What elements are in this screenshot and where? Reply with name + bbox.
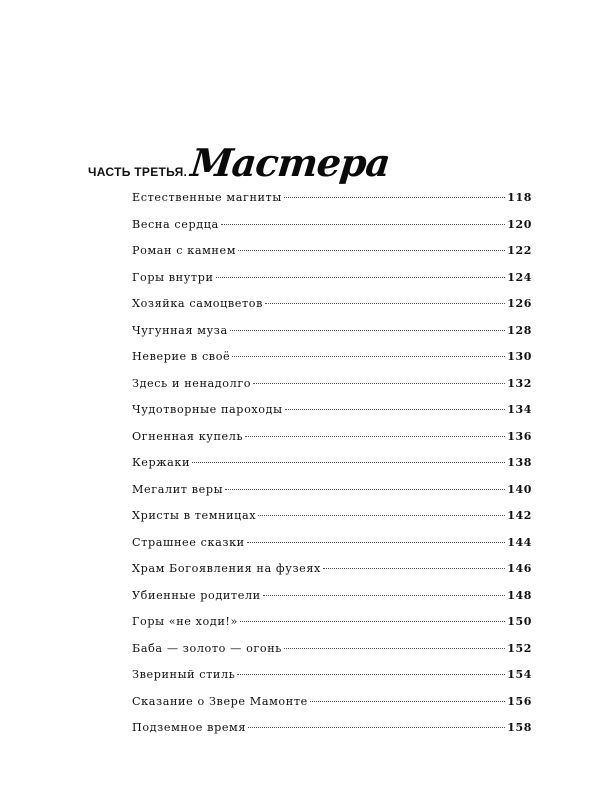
part-heading: [88, 140, 390, 185]
toc-entry-title: Огненная купель: [132, 429, 244, 443]
dot-leader: [247, 542, 506, 543]
toc-entry[interactable]: [132, 424, 532, 451]
toc-entry-page-number: 138: [507, 456, 532, 469]
toc-entry[interactable]: [132, 318, 532, 345]
toc-entry[interactable]: [132, 265, 532, 292]
toc-entry-title: Чугунная муза: [132, 323, 228, 337]
dot-leader: [230, 330, 506, 331]
toc-entry-page-number: 150: [507, 615, 532, 628]
dot-leader: [240, 621, 505, 622]
table-of-contents: [132, 185, 532, 742]
toc-entry-title: Здесь и ненадолго: [132, 376, 252, 390]
toc-entry-title: Хозяйка самоцветов: [132, 297, 264, 310]
dot-leader: [221, 224, 505, 225]
toc-entry-page-number: 148: [507, 588, 532, 602]
toc-entry-page-number: 154: [507, 668, 532, 681]
toc-entry-title: Мегалит веры: [132, 482, 224, 496]
dot-leader: [232, 356, 505, 357]
toc-entry[interactable]: [132, 397, 532, 424]
toc-entry-title: Горы внутри: [132, 270, 214, 284]
toc-entry[interactable]: [132, 583, 532, 610]
toc-entry-title: Баба — золото — огонь: [132, 641, 282, 655]
toc-entry-page-number: 140: [507, 482, 532, 496]
dot-leader: [225, 489, 505, 490]
toc-entry-page-number: 120: [507, 217, 532, 231]
toc-entry-page-number: 144: [507, 535, 532, 549]
dot-leader: [310, 701, 505, 702]
dot-leader: [258, 515, 505, 516]
part-title: Мастера: [188, 140, 392, 185]
toc-entry-title: Горы «не ходи!»: [132, 615, 238, 628]
toc-entry[interactable]: [132, 636, 532, 663]
toc-entry[interactable]: [132, 530, 532, 557]
toc-entry-title: Страшнее сказки: [132, 535, 245, 549]
toc-entry-page-number: 156: [507, 694, 532, 708]
toc-entry[interactable]: [132, 450, 532, 477]
toc-entry-title: Естественные магниты: [132, 191, 282, 204]
toc-entry[interactable]: [132, 662, 532, 689]
part-label: ЧАСТЬ ТРЕТЬЯ.: [88, 165, 188, 179]
toc-entry-page-number: 126: [507, 297, 532, 310]
toc-entry-page-number: 132: [507, 376, 532, 390]
toc-entry[interactable]: [132, 344, 532, 371]
dot-leader: [192, 462, 505, 463]
dot-leader: [284, 648, 505, 649]
toc-entry[interactable]: [132, 556, 532, 583]
dot-leader: [284, 197, 505, 198]
toc-entry[interactable]: [132, 291, 532, 318]
toc-entry-page-number: 130: [507, 350, 532, 363]
toc-entry-title: Весна сердца: [132, 217, 219, 231]
toc-entry[interactable]: [132, 477, 532, 504]
dot-leader: [245, 436, 505, 437]
dot-leader: [285, 409, 506, 410]
toc-entry-title: Неверие в своё: [132, 350, 231, 363]
toc-entry-title: Чудотворные пароходы: [132, 403, 283, 416]
toc-entry[interactable]: [132, 185, 532, 212]
toc-entry-page-number: 136: [507, 429, 532, 443]
toc-entry-page-number: 134: [507, 403, 532, 416]
toc-entry-title: Убиенные родители: [132, 588, 261, 602]
toc-entry[interactable]: [132, 371, 532, 398]
dot-leader: [248, 727, 505, 728]
dot-leader: [253, 383, 505, 384]
toc-entry-title: Христы в темницах: [132, 509, 257, 522]
toc-entry[interactable]: [132, 238, 532, 265]
toc-entry-page-number: 128: [507, 323, 532, 337]
toc-entry-title: Храм Богоявления на фузеях: [132, 562, 321, 575]
dot-leader: [216, 277, 506, 278]
dot-leader: [265, 303, 505, 304]
toc-entry-page-number: 124: [507, 270, 532, 284]
dot-leader: [263, 595, 506, 596]
toc-entry[interactable]: [132, 212, 532, 239]
dot-leader: [237, 674, 505, 675]
toc-entry-page-number: 158: [507, 721, 532, 734]
toc-entry[interactable]: [132, 689, 532, 716]
toc-entry-title: Звериный стиль: [132, 668, 236, 681]
toc-entry-title: Подземное время: [132, 721, 247, 734]
toc-entry-page-number: 152: [507, 641, 532, 655]
toc-entry-title: Сказание о Звере Мамонте: [132, 694, 308, 708]
toc-entry-page-number: 122: [507, 244, 532, 257]
toc-entry-page-number: 146: [507, 562, 532, 575]
toc-entry[interactable]: [132, 609, 532, 636]
dot-leader: [238, 250, 505, 251]
toc-entry-page-number: 142: [507, 509, 532, 522]
toc-entry[interactable]: [132, 503, 532, 530]
toc-entry-page-number: 118: [507, 191, 532, 204]
toc-entry[interactable]: [132, 715, 532, 742]
toc-entry-title: Кержаки: [132, 456, 191, 469]
dot-leader: [323, 568, 505, 569]
toc-entry-title: Роман с камнем: [132, 244, 237, 257]
